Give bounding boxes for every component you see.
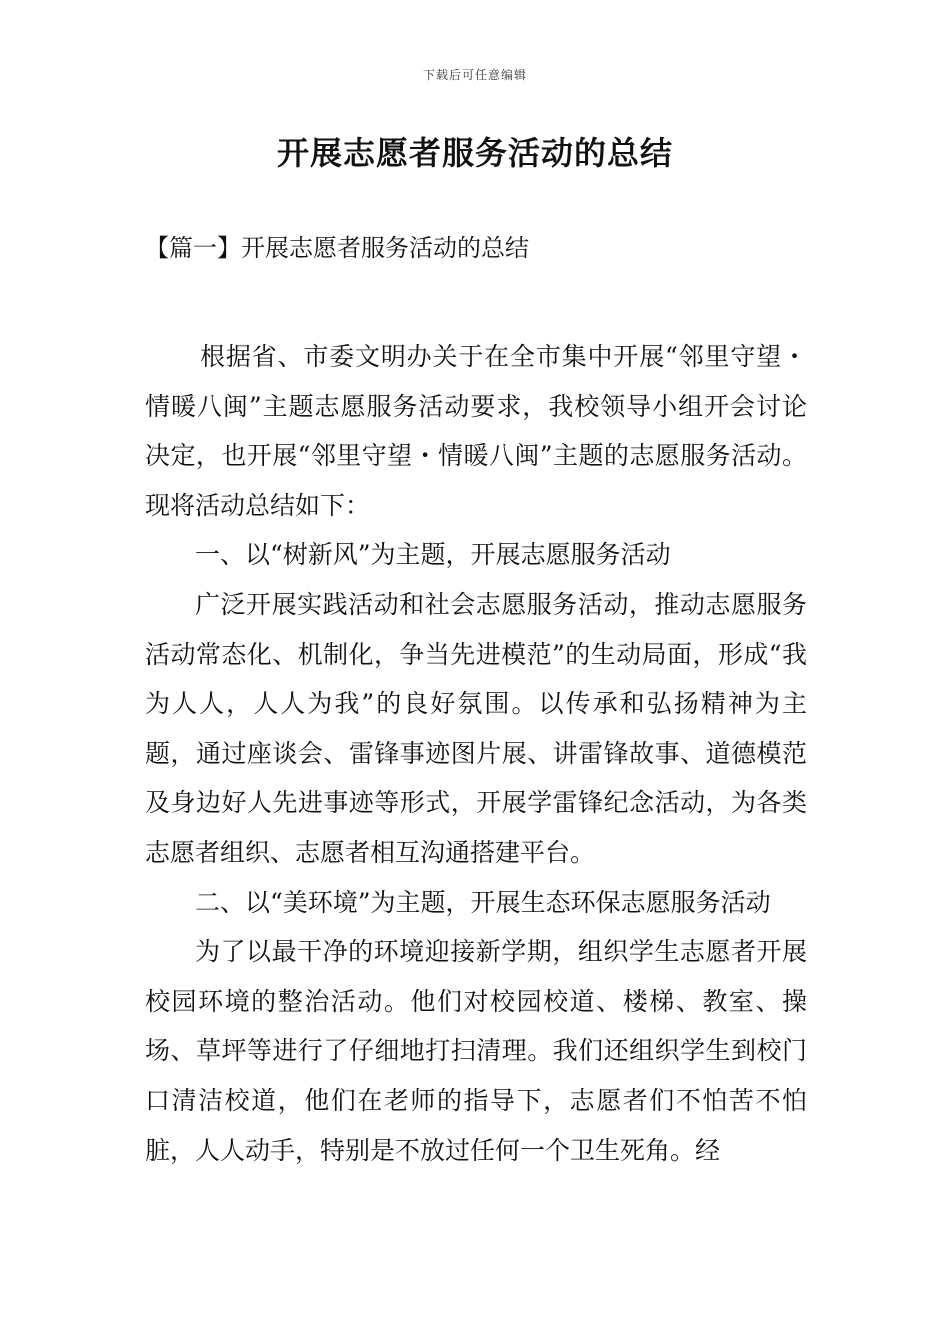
paragraph-body-1: 广泛开展实践活动和社会志愿服务活动，推动志愿服务活动常态化、机制化，争当先进模范”的生动局面，形成“我为人人，人人为我”的良好氛围。以传承和弘扬精神为主题，通过座谈会、雷锋事迹图片展、讲雷锋故事、道德模范及身边好人先进事迹等形式，开展学雷锋纪念活动，为各类志愿者组织、志愿者相互沟通搭建平台。 [145,589,807,867]
paragraph-body-2: 为了以最干净的环境迎接新学期，组织学生志愿者开展校园环境的整治活动。他们对校园校道、楼梯、教室、操场、草坪等进行了仔细地打扫清理。我们还组织学生到校门口清洁校道，他们在老师的指导下，志愿者们不怕苦不怕脏，人人动手，特别是不放过任何一个卫生死角。经 [145,937,807,1165]
section-heading: 【篇一】开展志愿者服务活动的总结 [145,234,529,262]
header-note: 下载后可任意编辑 [422,68,527,82]
paragraph-heading-2: 二、以“美环境”为主题，开展生态环保志愿服务活动 [195,887,771,917]
paragraph-heading-1: 一、以“树新风”为主题，开展志愿服务活动 [195,540,671,570]
document-title: 开展志愿者服务活动的总结 [276,134,673,172]
document-body [145,332,807,1175]
paragraph-intro: 根据省、市委文明办关于在全市集中开展“邻里守望・情暖八闽”主题志愿服务活动要求，我校领导小组开会讨论决定，也开展“邻里守望・情暖八闽”主题的志愿服务活动。现将活动总结如下： [145,342,807,520]
